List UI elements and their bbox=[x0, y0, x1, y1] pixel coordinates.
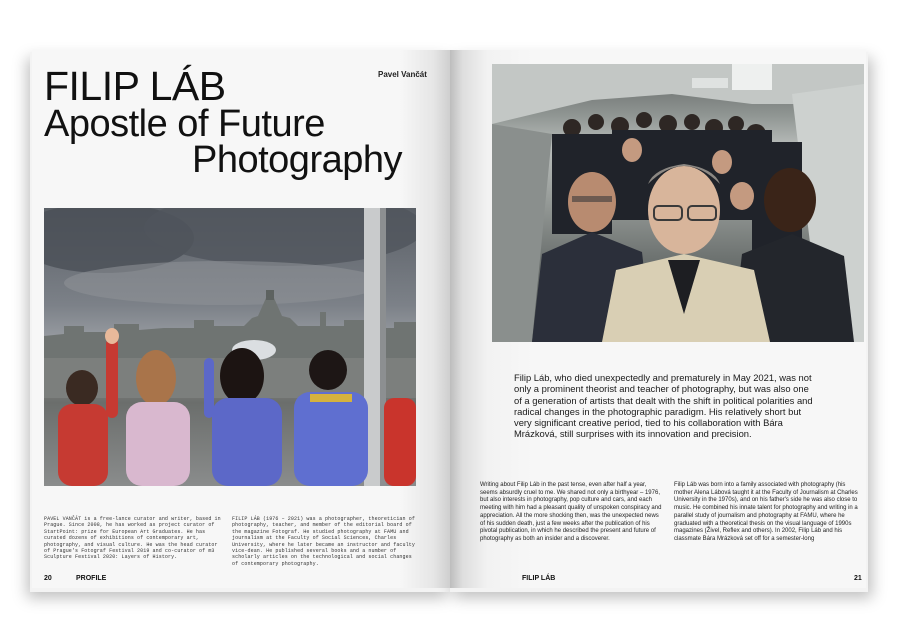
left-page bbox=[32, 50, 450, 588]
lead-paragraph: Filip Láb, who died unexpectedly and prematurely in May 2021, was not only a prominent theorist and teacher of photography, but was also one of a generation of artists that dealt with the shift in political polarities and radical changes in the photographic paradigm. His relatively short but very significant creative period, tied to his collaboration with Bára Mrázková, still surprises with its innovation and precision. bbox=[514, 372, 813, 440]
body-column-1: Writing about Filip Láb in the past tense, even after half a year, seems absurdly cruel to me. We shared not only a birthyear – 1976, but also interests in photography, pop culture and cars, and each meeting with him had a pleasant quality of unspoken conspiracy and appreciation. All the more shocking then, was the unexpected news of his sudden death, just a few weeks after the publication of his pivotal publication, in which he described the present and future of photography as both an insider and a discoverer. bbox=[480, 482, 662, 542]
article-title: FILIP LÁB bbox=[44, 63, 226, 109]
running-head: FILIP LÁB bbox=[522, 575, 556, 582]
article-subtitle-line2: Photography bbox=[192, 139, 402, 181]
children-at-window-photo bbox=[44, 208, 416, 486]
bio-author: PAVEL VANČÁT is a free-lance curator and writer, based in Prague. Since 2008, he has worked as project curator of StartPoint: prize for European Art Graduates. He has curated dozens of exhibitions of contemporary art, photography, and visual culture. He was the head curator of Prague's Fotograf Festival 2019 and co-curator of m3 Sculpture Festival 2020: Layers of History. bbox=[44, 516, 221, 561]
page-number-right: 21 bbox=[854, 575, 862, 582]
article-subtitle-line1: Apostle of Future bbox=[44, 103, 325, 145]
crowd-tunnel-photo bbox=[492, 64, 864, 342]
right-page bbox=[450, 50, 866, 588]
page-number-left: 20 bbox=[44, 575, 52, 582]
author-name: Pavel Vančát bbox=[378, 70, 427, 79]
body-column-2: Filip Láb was born into a family associated with photography (his mother Alena Lábová taught it at the Faculty of Journalism at Charles University in the 1970s), and on his father's side he was also close to music. He combined his innate talent for photography and writing in a parallel study of journalism and photography at FAMU, where he graduated with a theoretical thesis on the visual language of 1990s magazines (Živel, Reflex and others). In 2002, Filip Láb and his classmate Bára Mrázková set off for a semester-long bbox=[674, 482, 858, 542]
section-label: PROFILE bbox=[76, 575, 107, 582]
bio-subject: FILIP LÁB (1976 – 2021) was a photographer, theoretician of photography, teacher, and member of the editorial board of the magazine Fotograf. He studied photography at FAMU and journalism at the Faculty of Social Sciences, Charles University, where he later became an instructor and faculty vice-dean. He published several books and a number of scholarly articles on the technological and social changes of contemporary photography. bbox=[232, 516, 415, 567]
